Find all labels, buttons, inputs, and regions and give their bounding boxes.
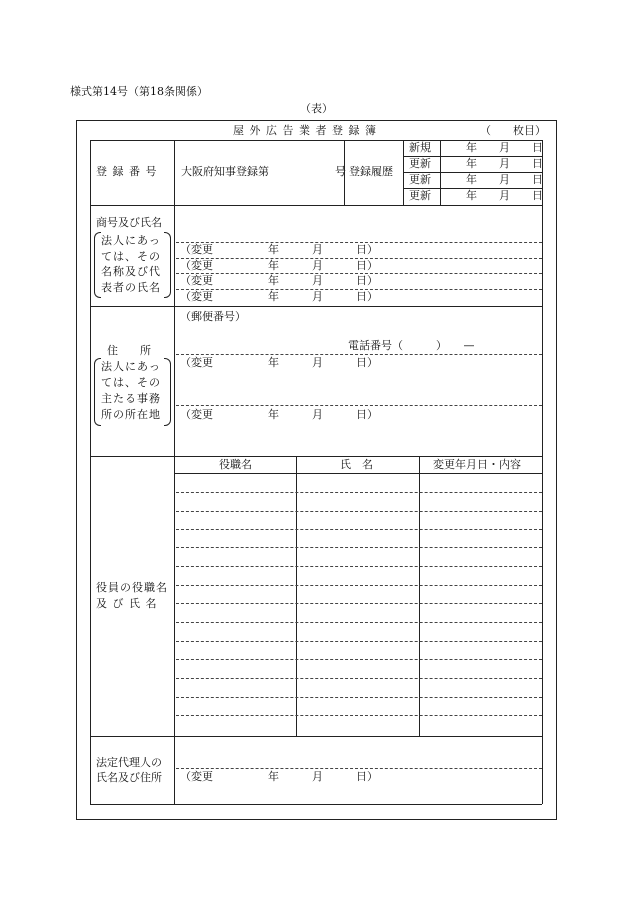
trade-name-note-2: ては、その [101,250,161,263]
trade-name-bracket-right [164,232,171,298]
address-label: 住 所 [107,344,151,357]
officers-col-change: 変更年月日・内容 [433,458,521,471]
officers-label-1: 役員の役職名 [96,581,168,594]
address-note-3: 主たる事務 [101,392,161,405]
address-change-2: （変更 年 月 日） [180,408,378,421]
history-date-3: 年 月 日 [466,173,543,186]
officers-col-name: 氏 名 [340,458,373,471]
legal-rep-label-1: 法定代理人の [96,756,162,769]
legal-rep-change: （変更 年 月 日） [180,770,378,783]
registration-number-value: 大阪府知事登録第 号 [181,165,346,178]
postal-code-label: （郵便番号） [180,310,246,323]
history-date-1: 年 月 日 [466,141,543,154]
trade-name-change-1: （変更 年 月 日） [180,243,378,256]
trade-name-change-4: （変更 年 月 日） [180,290,378,303]
officers-col-position: 役職名 [219,458,252,471]
address-note-1: 法人にあっ [101,360,161,373]
address-note-4: 所の所在地 [101,408,161,421]
registration-number-label: 登 録 番 号 [96,165,158,178]
phone-number-label: 電話番号（ ） — [348,339,475,352]
address-change-1: （変更 年 月 日） [180,356,378,369]
address-bracket-left [94,358,101,426]
history-date-2: 年 月 日 [466,157,543,170]
side-label: （表） [300,102,333,115]
trade-name-change-2: （変更 年 月 日） [180,259,378,272]
history-type-4: 更新 [409,189,431,202]
legal-rep-label-2: 氏名及び住所 [96,771,162,784]
trade-name-change-3: （変更 年 月 日） [180,274,378,287]
history-type-2: 更新 [409,157,431,170]
trade-name-note-1: 法人にあっ [101,234,161,247]
address-note-2: ては、その [101,376,161,389]
trade-name-note-4: 表者の氏名 [101,281,161,294]
officers-label-2: 及 び 氏 名 [96,597,158,610]
trade-name-note-3: 名称及び代 [101,265,161,278]
history-type-3: 更新 [409,173,431,186]
sheets-count-label: （ 枚目） [480,124,546,137]
registration-history-label: 登録履歴 [349,165,393,178]
trade-name-bracket-left [94,232,101,298]
address-bracket-right [164,358,171,426]
history-type-1: 新規 [409,141,431,154]
form-number: 様式第14号（第18条関係） [70,85,208,98]
history-date-4: 年 月 日 [466,189,543,202]
register-title: 屋 外 広 告 業 者 登 録 簿 [233,124,377,137]
trade-name-label: 商号及び氏名 [96,216,162,229]
